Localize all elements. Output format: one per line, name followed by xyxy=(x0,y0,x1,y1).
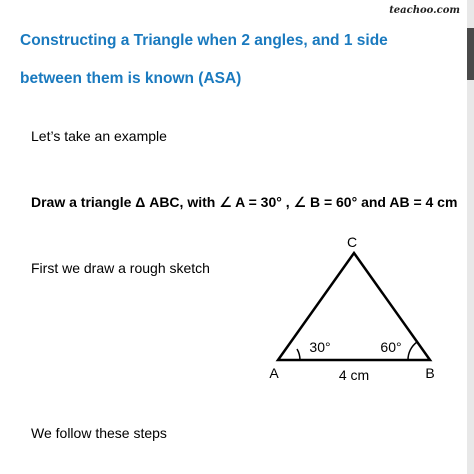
triangle-shape xyxy=(278,253,430,360)
scrollbar-thumb[interactable] xyxy=(467,28,474,80)
problem-statement: Draw a triangle Δ ABC, with ∠ A = 30° , ∠ B = 60° and AB = 4 cm xyxy=(31,194,458,210)
brand-logo: teachoo.com xyxy=(389,5,460,16)
intro-text: Let’s take an example xyxy=(31,128,167,144)
steps-text: We follow these steps xyxy=(31,425,167,441)
vertex-c-label: C xyxy=(346,234,358,250)
angle-a-label: 30° xyxy=(309,339,331,355)
angle-b-arc xyxy=(408,342,417,360)
sketch-text: First we draw a rough sketch xyxy=(31,260,210,276)
angle-b-label: 60° xyxy=(380,339,402,355)
slide-title: Constructing a Triangle when 2 angles, and 1 side between them is known (ASA) xyxy=(20,32,388,87)
vertex-b-label: B xyxy=(425,365,435,381)
side-ab-label: 4 cm xyxy=(338,367,370,382)
vertex-a-label: A xyxy=(269,365,279,381)
triangle-sketch xyxy=(260,232,450,382)
angle-a-arc xyxy=(297,349,300,360)
